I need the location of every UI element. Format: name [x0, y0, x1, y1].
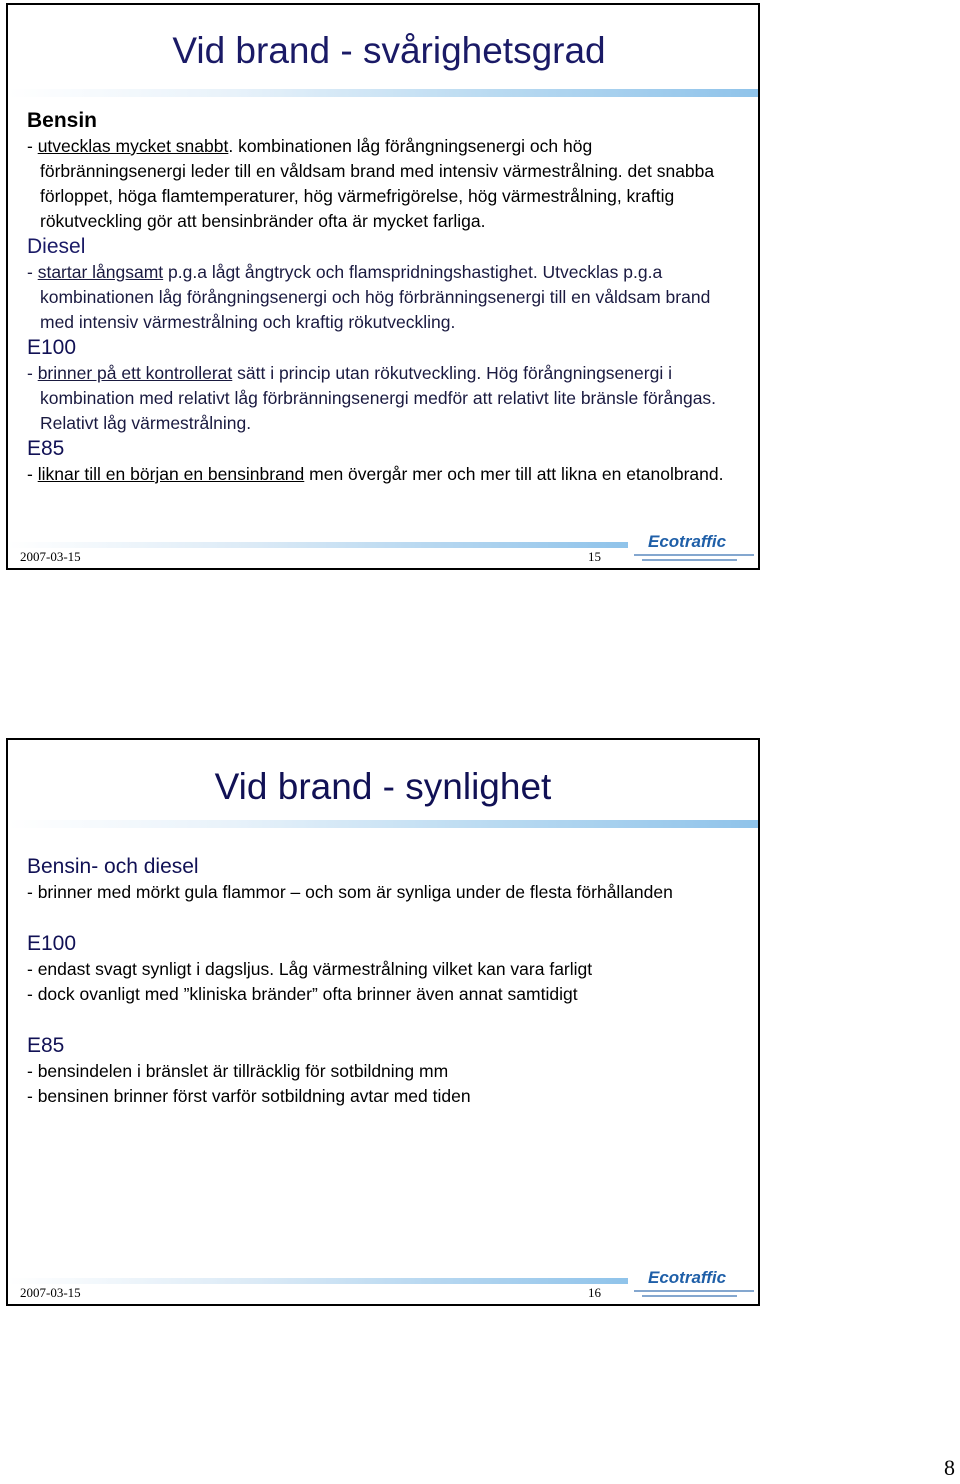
title-divider — [8, 89, 758, 97]
footer-date: 2007-03-15 — [20, 549, 81, 564]
heading-diesel: Diesel — [27, 235, 86, 258]
ecotraffic-logo — [632, 1266, 756, 1300]
page-number: 8 — [944, 1455, 955, 1480]
logo-text: Ecotraffic — [648, 532, 727, 551]
slide-title: Vid brand - svårighetsgrad — [172, 30, 606, 71]
heading-e100: E100 — [27, 336, 77, 359]
footer-date: 2007-03-15 — [20, 1285, 81, 1300]
title-divider — [8, 820, 758, 828]
heading-bensin: Bensin — [27, 109, 98, 132]
paragraph-e100: - brinner på ett kontrollerat sätt i princip utan rökutveckling. Hög förångningsenergi i kombination med relativt låg förbränningsenergi medför att relativt lite bränsle förångas. Relativt låg värmestrålning. — [27, 363, 717, 433]
footer-slide-number: 15 — [588, 549, 601, 564]
paragraph-bensin-diesel: - brinner med mörkt gula flammor – och som är synliga under de flesta förhållanden — [27, 882, 673, 902]
heading-e85: E85 — [27, 437, 65, 460]
logo-text: Ecotraffic — [648, 1268, 727, 1287]
line-e100-2: - dock ovanligt med ”kliniska bränder” ofta brinner även annat samtidigt — [27, 984, 578, 1004]
slide-16 — [6, 738, 760, 1306]
paragraph-diesel: - startar långsamt p.g.a lågt ångtryck och flamspridningshastighet. Utvecklas p.g.a kombinationen låg förångningsenergi och hög förbränningsenergi till en våldsam brand med intensiv värmestrålning och kraftig rökutveckling. — [27, 262, 711, 332]
slide-content — [27, 854, 742, 1109]
paragraph-bensin: - utvecklas mycket snabbt. kombinationen låg förångningsenergi och hög förbränningsenergi leder till en våldsam brand med intensiv värmestrålning. det snabba förloppet, höga flamtemperaturer, hög värmefrigörelse, hög värmestrålning, kraftig rökutveckling gör att bensinbränder ofta är mycket farliga. — [27, 136, 715, 231]
line-e85-2: - bensinen brinner först varför sotbildning avtar med tiden — [27, 1086, 471, 1106]
line-e85-1: - bensindelen i bränslet är tillräcklig för sotbildning mm — [27, 1061, 449, 1081]
slide-footer — [8, 1268, 758, 1304]
heading-bensin-diesel: Bensin- och diesel — [27, 855, 199, 878]
heading-e100: E100 — [27, 932, 77, 955]
slide-content — [27, 108, 742, 487]
slide-15 — [6, 3, 760, 570]
footer-slide-number: 16 — [588, 1285, 601, 1300]
slide-footer — [8, 532, 758, 568]
line-e100-1: - endast svagt synligt i dagsljus. Låg värmestrålning vilket kan vara farligt — [27, 959, 593, 979]
ecotraffic-logo — [632, 530, 756, 564]
footer-divider — [8, 542, 628, 548]
footer-divider — [8, 1278, 628, 1284]
slide-title: Vid brand - synlighet — [214, 766, 552, 807]
heading-e85: E85 — [27, 1034, 65, 1057]
paragraph-e85: - liknar till en början en bensinbrand men övergår mer och mer till att likna en etanolbrand. — [27, 464, 724, 484]
